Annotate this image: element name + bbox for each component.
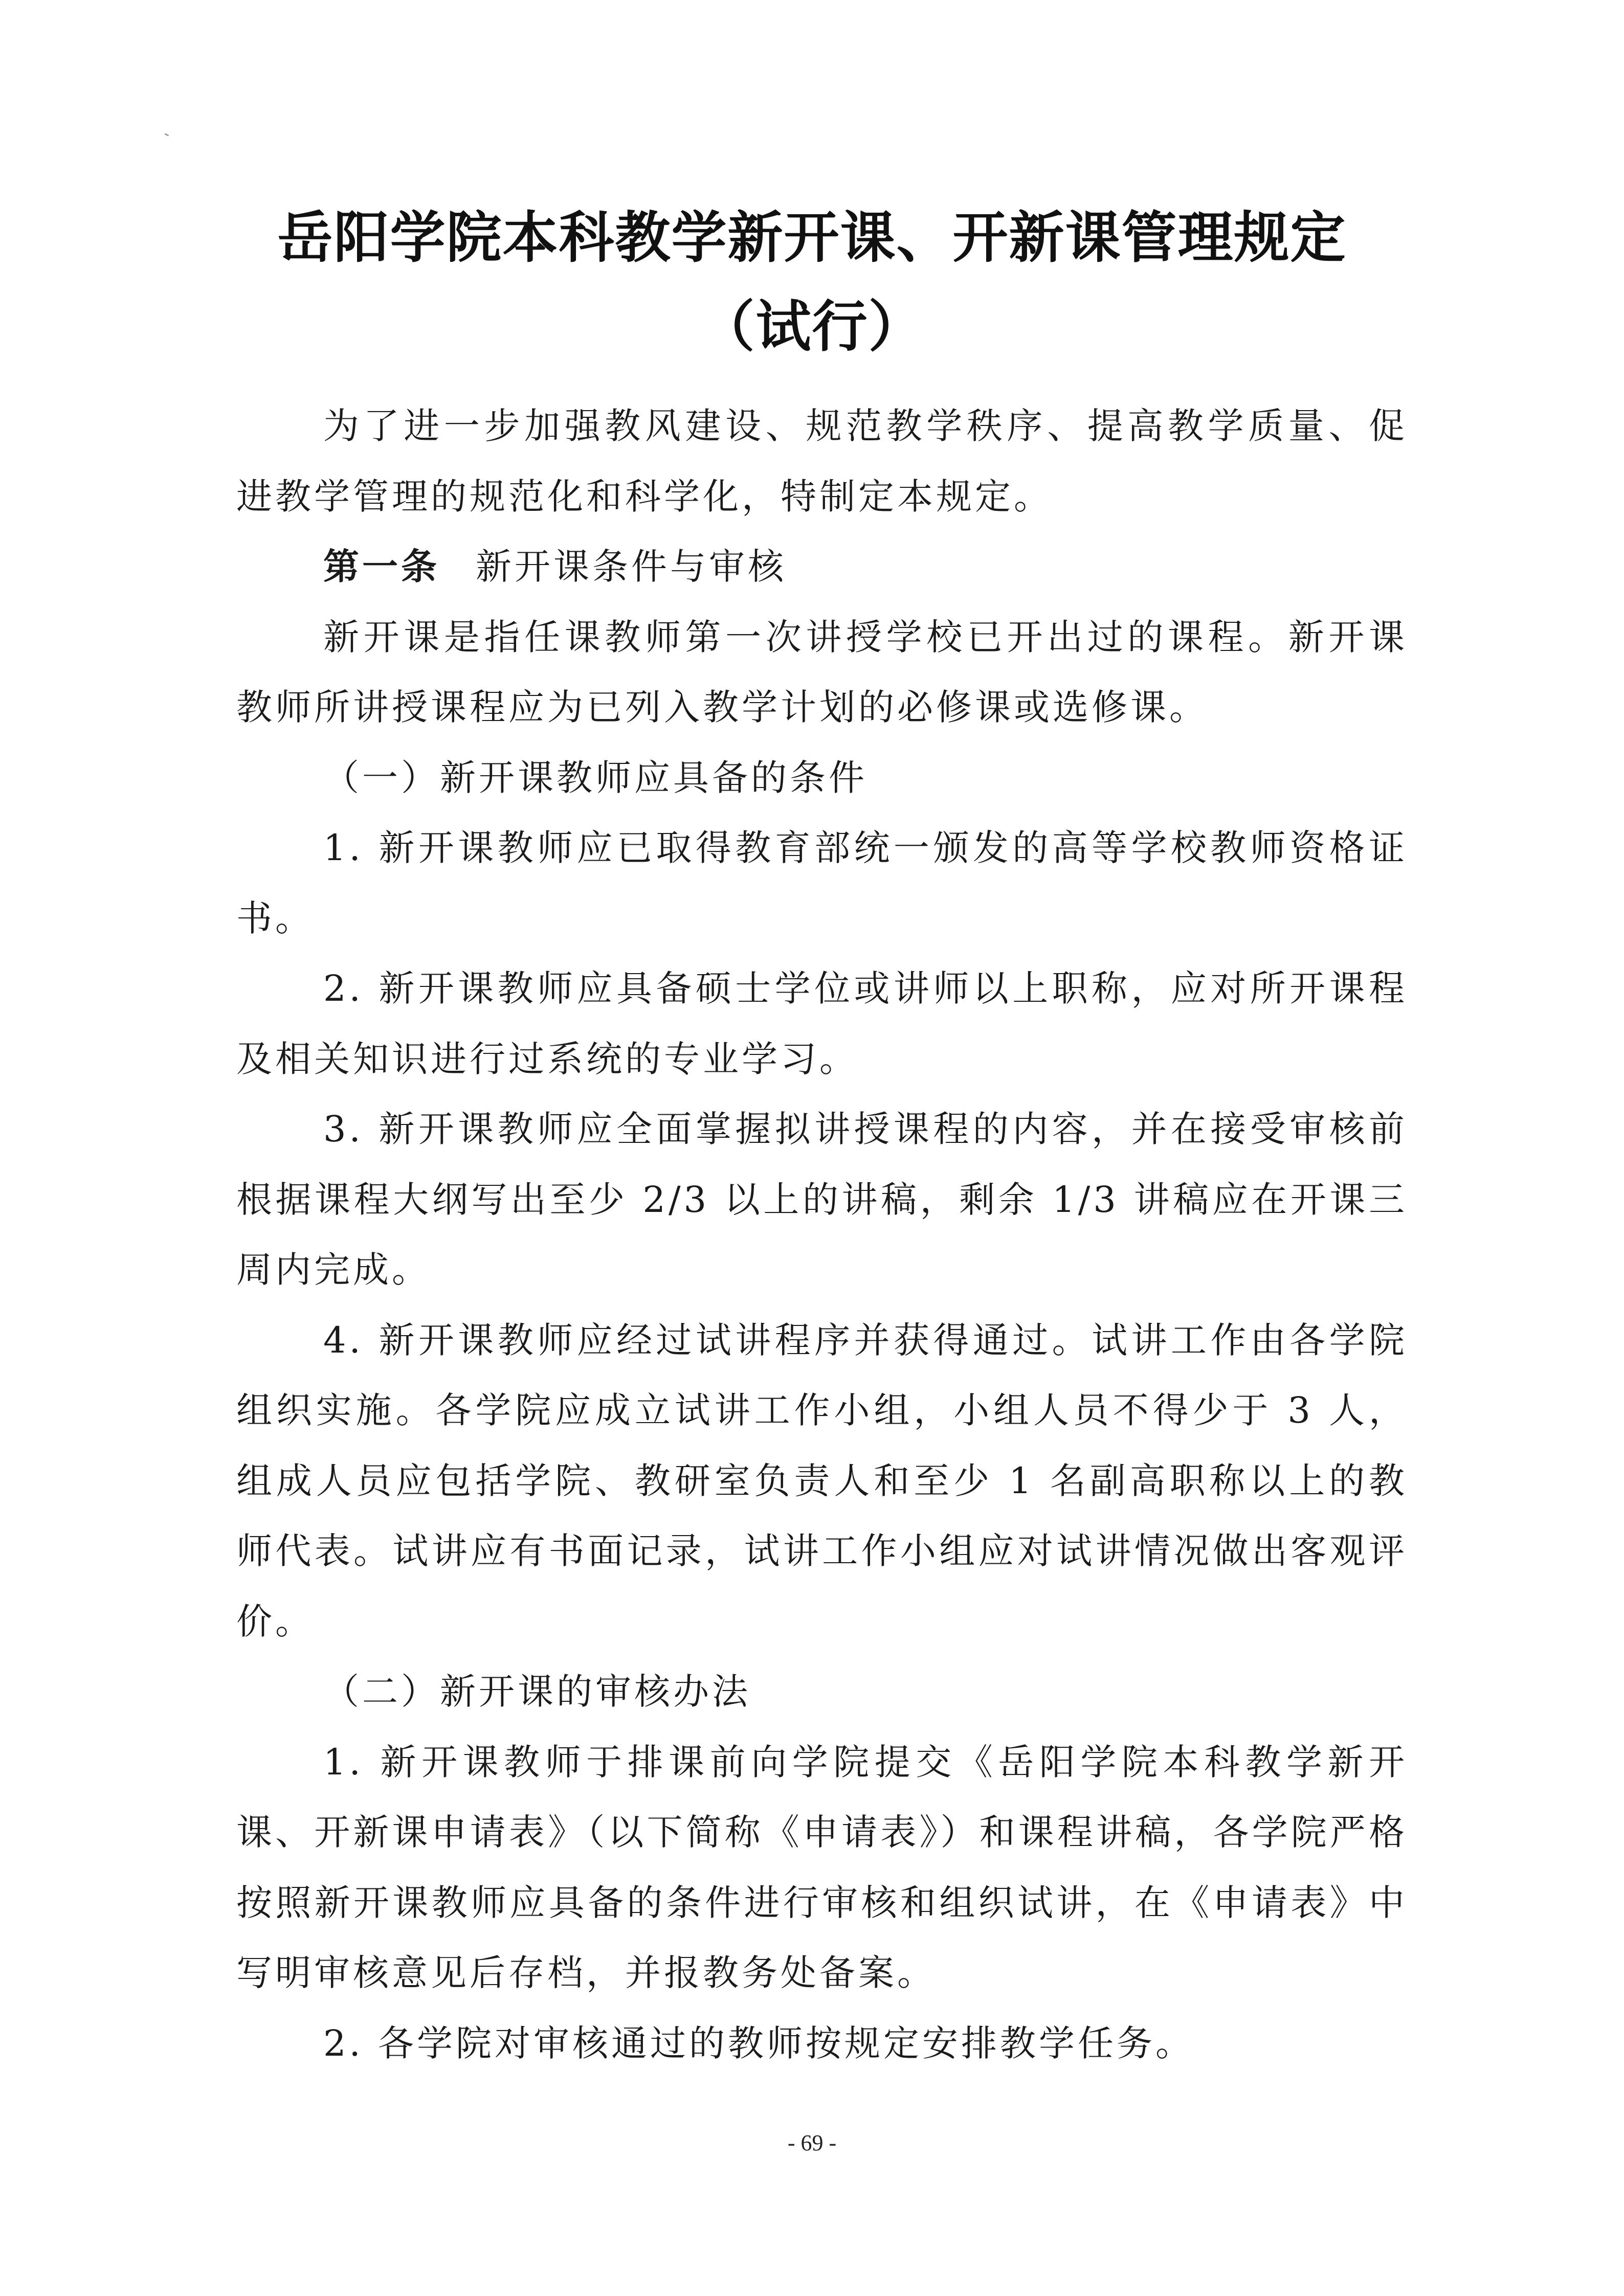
scan-artifact	[165, 133, 169, 136]
list-item: 1. 新开课教师应已取得教育部统一颁发的高等学校教师资格证书。	[236, 827, 1408, 939]
definition-paragraph: 新开课是指任课教师第一次讲授学校已开出过的课程。新开课教师所讲授课程应为已列入教学计划的必修课或选修课。	[236, 616, 1408, 728]
list-item: 2. 新开课教师应具备硕士学位或讲师以上职称，应对所开课程及相关知识进行过系统的专业学习。	[236, 967, 1408, 1080]
list-item: 3. 新开课教师应全面掌握拟讲授课程的内容，并在接受审核前根据课程大纲写出至少 2/3 以上的讲稿，剩余 1/3 讲稿应在开课三周内完成。	[236, 1108, 1408, 1291]
article-title: 新开课条件与审核	[476, 546, 787, 588]
document-title: 岳阳学院本科教学新开课、开新课管理规定	[277, 206, 1347, 270]
document-body	[236, 391, 1408, 2079]
section-heading: （二）新开课的审核办法	[323, 1671, 751, 1713]
list-item: 1. 新开课教师于排课前向学院提交《岳阳学院本科教学新开课、开新课申请表》（以下简称《申请表》）和课程讲稿，各学院严格按照新开课教师应具备的条件进行审核和组织试讲，在《申请表》中写明审核意见后存档，并报教务处备案。	[236, 1741, 1408, 1994]
article-heading	[236, 532, 1408, 602]
intro-paragraph: 为了进一步加强教风建设、规范教学秩序、提高教学质量、促进教学管理的规范化和科学化，特制定本规定。	[236, 405, 1408, 517]
page-number: - 69 -	[787, 2130, 837, 2155]
list-item: 2. 各学院对审核通过的教师按规定安排教学任务。	[323, 2022, 1195, 2064]
article-number: 第一条	[323, 546, 440, 588]
section-heading: （一）新开课教师应具备的条件	[323, 756, 867, 799]
document-subtitle: （试行）	[699, 295, 925, 359]
list-item: 4. 新开课教师应经过试讲程序并获得通过。试讲工作由各学院组织实施。各学院应成立试讲工作小组，小组人员不得少于 3 人，组成人员应包括学院、教研室负责人和至少 1 名副高职称以上的教师代表。试讲应有书面记录，试讲工作小组应对试讲情况做出客观评价。	[236, 1319, 1408, 1642]
